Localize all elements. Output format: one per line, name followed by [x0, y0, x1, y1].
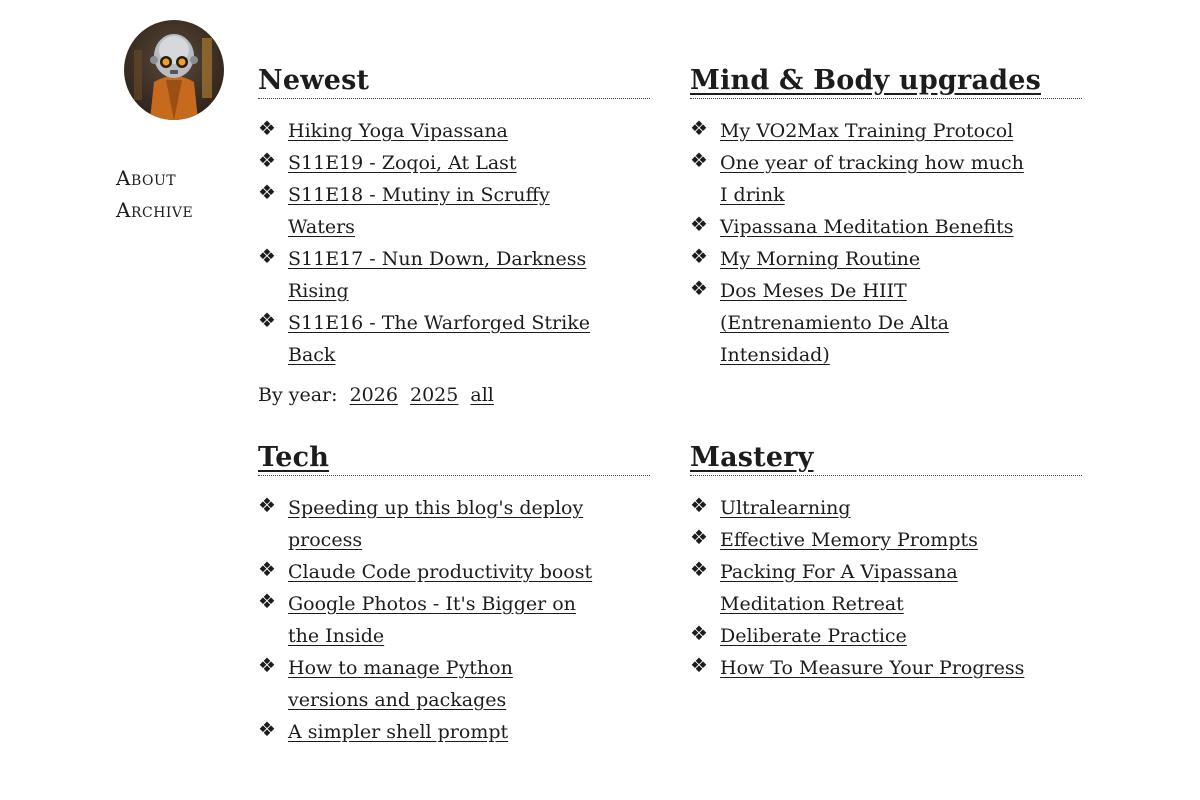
bullet-icon: ❖ [690, 493, 708, 517]
list-item [690, 275, 1030, 371]
newest-list [258, 115, 598, 371]
nav-archive-link[interactable]: Archive [116, 198, 194, 222]
post-link[interactable]: How To Measure Your Progress [720, 657, 1025, 679]
list-item [690, 524, 1030, 556]
post-link[interactable]: A simpler shell prompt [288, 721, 509, 743]
newest-heading: Newest [258, 64, 650, 99]
post-link[interactable]: Effective Memory Prompts [720, 529, 978, 551]
bullet-icon: ❖ [258, 308, 276, 332]
list-item [258, 147, 598, 179]
post-link[interactable]: S11E17 - Nun Down, Darkness Rising [288, 248, 587, 302]
mind-body-section [690, 64, 1082, 371]
side-nav [116, 162, 246, 226]
post-link[interactable]: S11E18 - Mutiny in Scruffy Waters [288, 184, 550, 238]
robot-monk-icon [124, 20, 224, 120]
by-year-row [258, 379, 650, 411]
year-link-all[interactable]: all [470, 384, 494, 406]
list-item [690, 652, 1030, 684]
list-item [258, 556, 598, 588]
tech-heading [258, 441, 650, 476]
mastery-heading-link[interactable]: Mastery [690, 442, 814, 473]
post-link[interactable]: Vipassana Meditation Benefits [720, 216, 1014, 238]
post-link[interactable]: How to manage Python versions and packages [288, 657, 513, 711]
list-item [258, 492, 598, 556]
bullet-icon: ❖ [258, 717, 276, 741]
tech-section [258, 441, 650, 748]
post-link[interactable]: Dos Meses De HIIT (Entrenamiento De Alta Intensidad) [720, 280, 950, 366]
bullet-icon: ❖ [258, 148, 276, 172]
by-year-label: By year: [258, 384, 338, 406]
list-item [690, 492, 1030, 524]
post-link[interactable]: Hiking Yoga Vipassana [288, 120, 508, 142]
mastery-list [690, 492, 1030, 684]
nav-about-link[interactable]: About [116, 166, 177, 190]
avatar[interactable] [124, 20, 224, 120]
mastery-section [690, 441, 1082, 684]
bullet-icon: ❖ [258, 244, 276, 268]
post-link[interactable]: S11E16 - The Warforged Strike Back [288, 312, 590, 366]
newest-section [258, 64, 650, 411]
post-link[interactable]: Google Photos - It's Bigger on the Inside [288, 593, 576, 647]
list-item [258, 243, 598, 307]
bullet-icon: ❖ [690, 116, 708, 140]
list-item [258, 307, 598, 371]
list-item [258, 588, 598, 652]
list-item [258, 115, 598, 147]
list-item [258, 716, 598, 748]
tech-list [258, 492, 598, 748]
bullet-icon: ❖ [258, 653, 276, 677]
bullet-icon: ❖ [690, 244, 708, 268]
mastery-heading [690, 441, 1082, 476]
post-link[interactable]: Deliberate Practice [720, 625, 907, 647]
bullet-icon: ❖ [258, 557, 276, 581]
post-link[interactable]: Claude Code productivity boost [288, 561, 593, 583]
list-item [690, 147, 1030, 211]
bullet-icon: ❖ [258, 493, 276, 517]
mind-body-heading [690, 64, 1082, 99]
bullet-icon: ❖ [690, 621, 708, 645]
bullet-icon: ❖ [690, 276, 708, 300]
tech-heading-link[interactable]: Tech [258, 442, 330, 473]
year-link-2025[interactable]: 2025 [409, 384, 459, 406]
bullet-icon: ❖ [258, 180, 276, 204]
bullet-icon: ❖ [258, 589, 276, 613]
list-item [690, 620, 1030, 652]
list-item [690, 115, 1030, 147]
post-link[interactable]: S11E19 - Zoqoi, At Last [288, 152, 517, 174]
mind-body-list [690, 115, 1030, 371]
post-link[interactable]: My Morning Routine [720, 248, 921, 270]
bullet-icon: ❖ [690, 557, 708, 581]
year-link-2026[interactable]: 2026 [349, 384, 398, 406]
list-item [690, 211, 1030, 243]
post-link[interactable]: Packing For A Vipassana Meditation Retreat [720, 561, 958, 615]
bullet-icon: ❖ [690, 525, 708, 549]
list-item [258, 179, 598, 243]
post-link[interactable]: Ultralearning [720, 497, 851, 519]
bullet-icon: ❖ [258, 116, 276, 140]
list-item [258, 652, 598, 716]
list-item [690, 556, 1030, 620]
post-link[interactable]: One year of tracking how much I drink [720, 152, 1024, 206]
bullet-icon: ❖ [690, 212, 708, 236]
bullet-icon: ❖ [690, 148, 708, 172]
post-link[interactable]: Speeding up this blog's deploy process [288, 497, 584, 551]
bullet-icon: ❖ [690, 653, 708, 677]
post-link[interactable]: My VO2Max Training Protocol [720, 120, 1014, 142]
mind-body-heading-link[interactable]: Mind & Body upgrades [690, 65, 1041, 96]
list-item [690, 243, 1030, 275]
